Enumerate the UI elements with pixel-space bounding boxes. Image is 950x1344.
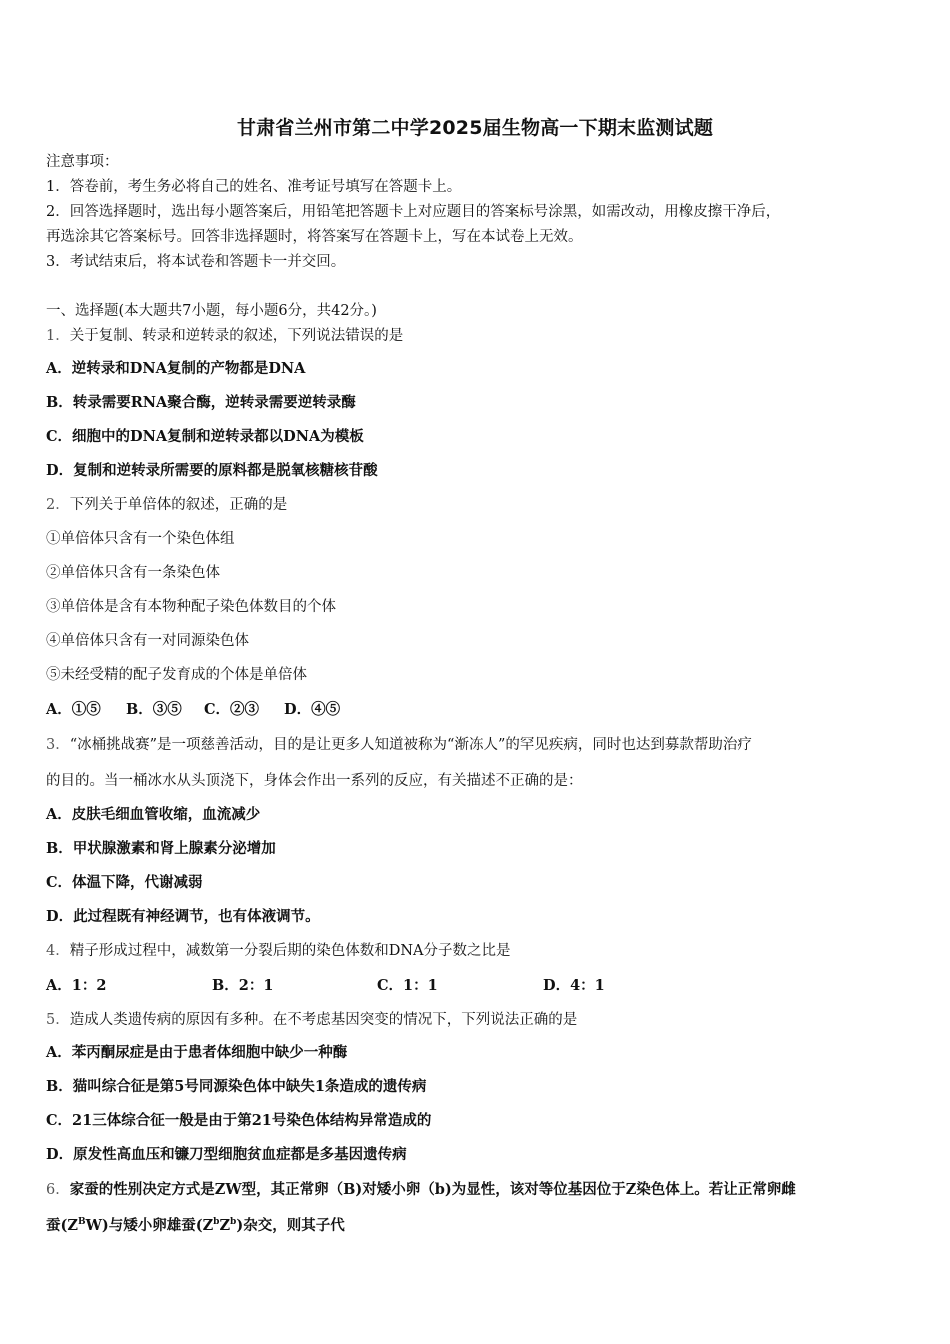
- question-2-option-b: B．③⑤: [126, 701, 182, 718]
- section-heading: 一、选择题(本大题共7小题，每小题6分，共42分。): [46, 303, 377, 319]
- question-6-number: 6．: [46, 1182, 70, 1198]
- question-2-statement-3: ③单倍体是含有本物种配子染色体数目的个体: [46, 599, 336, 615]
- question-4-stem: [46, 941, 906, 961]
- question-3-stem-cont: 的目的。当一桶冰水从头顶浇下，身体会作出一系列的反应，有关描述不正确的是：: [46, 773, 583, 789]
- question-6-stem-cont: [46, 1216, 906, 1236]
- notice-item-1: 1．答卷前，考生务必将自己的姓名、准考证号填写在答题卡上。: [46, 179, 462, 195]
- question-1-option-b: B．转录需要RNA聚合酶，逆转录需要逆转录酶: [46, 394, 356, 411]
- question-2-text: 下列关于单倍体的叙述，正确的是: [69, 497, 288, 513]
- question-4-number: 4．: [46, 943, 70, 959]
- question-2-number: 2．: [46, 497, 70, 513]
- question-3-text: “冰桶挑战赛”是一项慈善活动，目的是让更多人知道被称为“渐冻人”的罕见疾病，同时也达到募款帮助治疗: [69, 737, 752, 753]
- page-title: 甘肃省兰州市第二中学2025届生物高一下期末监测试题: [236, 117, 714, 139]
- question-2-option-c: C．②③: [204, 701, 260, 718]
- notice-heading: 注意事项：: [46, 154, 119, 170]
- genotype-superscript: B: [77, 1217, 86, 1228]
- question-2-statement-2: ②单倍体只含有一条染色体: [46, 565, 220, 581]
- question-3-number: 3．: [46, 737, 70, 753]
- question-1-number: 1．: [46, 328, 70, 344]
- question-4-option-b: B．2：1: [212, 977, 274, 994]
- question-1-option-d: D．复制和逆转录所需要的原料都是脱氧核糖核苷酸: [46, 462, 378, 479]
- question-6-text-part: 蚕(Z: [46, 1217, 78, 1234]
- question-4-option-d: D．4：1: [543, 977, 605, 994]
- question-2-statement-1: ①单倍体只含有一个染色体组: [46, 531, 235, 547]
- question-6-text-part: )杂交，则其子代: [236, 1217, 345, 1234]
- question-2-option-a: A．①⑤: [46, 701, 101, 718]
- question-1-text: 关于复制、转录和逆转录的叙述，下列说法错误的是: [69, 328, 404, 344]
- question-6-text-part: W)与矮小卵雄蚕(Z: [85, 1217, 214, 1234]
- question-1-option-c: C．细胞中的DNA复制和逆转录都以DNA为模板: [46, 428, 364, 445]
- question-6-text: 家蚕的性别决定方式是ZW型，其正常卵（B)对矮小卵（b)为显性，该对等位基因位于Z染色体上。若让正常卵雌: [69, 1181, 796, 1198]
- question-2-statement-5: ⑤未经受精的配子发育成的个体是单倍体: [46, 667, 307, 683]
- question-2-option-d: D．④⑤: [284, 701, 341, 718]
- question-3-option-c: C．体温下降，代谢减弱: [46, 874, 203, 891]
- question-5-number: 5．: [46, 1012, 70, 1028]
- question-3-option-a: A．皮肤毛细血管收缩，血流减少: [46, 806, 261, 823]
- genotype-superscript: b: [230, 1217, 237, 1228]
- question-4-text: 精子形成过程中，减数第一分裂后期的染色体数和DNA分子数之比是: [69, 943, 511, 959]
- question-5-option-b: B．猫叫综合征是第5号同源染色体中缺失1条造成的遗传病: [46, 1078, 427, 1095]
- question-1-stem: [46, 326, 906, 346]
- question-3-option-b: B．甲状腺激素和肾上腺素分泌增加: [46, 840, 276, 857]
- question-4-option-a: A．1：2: [46, 977, 107, 994]
- question-5-text: 造成人类遗传病的原因有多种。在不考虑基因突变的情况下，下列说法正确的是: [69, 1012, 578, 1028]
- question-5-option-d: D．原发性高血压和镰刀型细胞贫血症都是多基因遗传病: [46, 1146, 407, 1163]
- question-5-option-a: A．苯丙酮尿症是由于患者体细胞中缺少一种酶: [46, 1044, 348, 1061]
- genotype-superscript: b: [213, 1217, 220, 1228]
- question-5-stem: [46, 1010, 906, 1030]
- notice-item-3: 3．考试结束后，将本试卷和答题卡一并交回。: [46, 254, 346, 270]
- question-2-stem: [46, 495, 906, 515]
- question-5-option-c: C．21三体综合征一般是由于第21号染色体结构异常造成的: [46, 1112, 432, 1129]
- question-2-statement-4: ④单倍体只含有一对同源染色体: [46, 633, 249, 649]
- question-6-text-part: Z: [219, 1217, 231, 1234]
- question-6-stem: [46, 1180, 906, 1200]
- question-4-option-c: C．1：1: [377, 977, 438, 994]
- notice-item-2: 2．回答选择题时，选出每小题答案后，用铅笔把答题卡上对应题目的答案标号涂黑，如需改动，用橡皮擦干净后，: [46, 204, 781, 220]
- question-1-option-a: A．逆转录和DNA复制的产物都是DNA: [46, 360, 306, 377]
- notice-item-2-cont: 再选涂其它答案标号。回答非选择题时，将答案写在答题卡上，写在本试卷上无效。: [46, 229, 583, 245]
- question-3-option-d: D．此过程既有神经调节，也有体液调节。: [46, 908, 320, 925]
- question-3-stem: [46, 735, 906, 755]
- question-2-options: [46, 700, 906, 720]
- question-4-options: [46, 976, 906, 996]
